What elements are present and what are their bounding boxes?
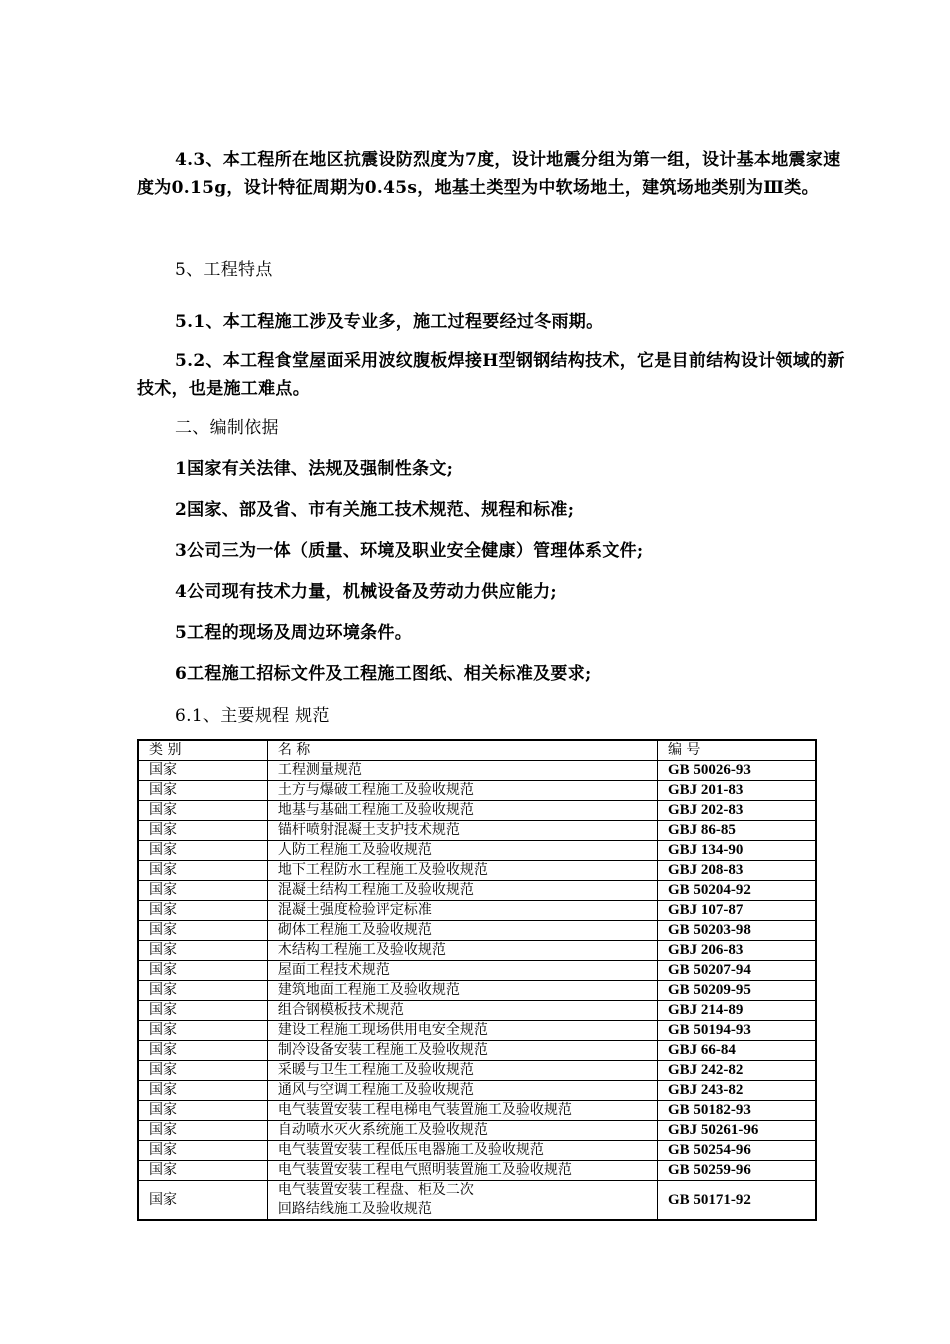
- row-name: 混凝土强度检验评定标准: [267, 901, 657, 921]
- row-name: 通风与空调工程施工及验收规范: [267, 1081, 657, 1101]
- table-row: [138, 881, 816, 901]
- paragraph-4-3: 4.3、本工程所在地区抗震设防烈度为7度，设计地震分组为第一组，设计基本地震家速度为0.15g，设计特征周期为0.45s，地基土类型为中软场地土，建筑场地类别为Ⅲ类。: [137, 150, 841, 198]
- table-row: [138, 801, 816, 821]
- header-category: 类 别: [138, 740, 267, 761]
- table-row: [138, 821, 816, 841]
- row-code: GBJ 214-89: [657, 1001, 816, 1021]
- row-name: 人防工程施工及验收规范: [267, 841, 657, 861]
- table-row: [138, 861, 816, 881]
- table-row: [138, 1021, 816, 1041]
- table-row: [138, 1061, 816, 1081]
- table-row: [138, 1161, 816, 1181]
- row-category: 国家: [138, 941, 267, 961]
- basis-item-5: 5工程的现场及周边环境条件。: [175, 623, 413, 643]
- table-row: [138, 1081, 816, 1101]
- table-row: [138, 761, 816, 781]
- row-category: 国家: [138, 921, 267, 941]
- table-header-row: [138, 740, 816, 761]
- basis-item-1: 1国家有关法律、法规及强制性条文;: [175, 459, 454, 479]
- row-category: 国家: [138, 961, 267, 981]
- row-name: 电气装置安装工程电气照明装置施工及验收规范: [267, 1161, 657, 1181]
- row-code: GB 50209-95: [657, 981, 816, 1001]
- row-name: 木结构工程施工及验收规范: [267, 941, 657, 961]
- row-code: GBJ 206-83: [657, 941, 816, 961]
- row-name-line-1: 电气装置安装工程盘、柜及二次: [277, 1182, 474, 1198]
- row-code: GB 50207-94: [657, 961, 816, 981]
- row-category: 国家: [138, 1121, 267, 1141]
- basis-item-4: 4公司现有技术力量，机械设备及劳动力供应能力;: [175, 582, 558, 602]
- row-code: GB 50026-93: [657, 761, 816, 781]
- row-name: 屋面工程技术规范: [267, 961, 657, 981]
- table-row: [138, 1101, 816, 1121]
- row-category: 国家: [138, 861, 267, 881]
- row-name: [267, 1181, 657, 1221]
- row-name: 地下工程防水工程施工及验收规范: [267, 861, 657, 881]
- row-code: GB 50194-93: [657, 1021, 816, 1041]
- row-category: 国家: [138, 1081, 267, 1101]
- row-name: 制冷设备安装工程施工及验收规范: [267, 1041, 657, 1061]
- header-name: 名 称: [267, 740, 657, 761]
- row-name: 地基与基础工程施工及验收规范: [267, 801, 657, 821]
- table-row: [138, 1181, 816, 1221]
- row-code: GBJ 107-87: [657, 901, 816, 921]
- row-code: GBJ 50261-96: [657, 1121, 816, 1141]
- row-category: 国家: [138, 761, 267, 781]
- row-category: 国家: [138, 881, 267, 901]
- row-category: 国家: [138, 801, 267, 821]
- table-body: [138, 761, 816, 1221]
- row-code: GBJ 201-83: [657, 781, 816, 801]
- row-category: 国家: [138, 1041, 267, 1061]
- row-category: 国家: [138, 1061, 267, 1081]
- table-row: [138, 841, 816, 861]
- row-name: 工程测量规范: [267, 761, 657, 781]
- row-code: GBJ 208-83: [657, 861, 816, 881]
- row-category: 国家: [138, 1141, 267, 1161]
- table-row: [138, 981, 816, 1001]
- row-code: GB 50254-96: [657, 1141, 816, 1161]
- table-row: [138, 1141, 816, 1161]
- row-code: GBJ 202-83: [657, 801, 816, 821]
- basis-item-2: 2国家、部及省、市有关施工技术规范、规程和标准;: [175, 500, 575, 520]
- row-code: GB 50259-96: [657, 1161, 816, 1181]
- row-name: 电气装置安装工程电梯电气装置施工及验收规范: [267, 1101, 657, 1121]
- row-name-line-2: 回路结线施工及验收规范: [277, 1201, 432, 1217]
- table-row: [138, 1121, 816, 1141]
- row-category: 国家: [138, 841, 267, 861]
- row-name: 组合钢模板技术规范: [267, 1001, 657, 1021]
- row-category: 国家: [138, 1101, 267, 1121]
- row-category: 国家: [138, 1181, 267, 1221]
- row-category: 国家: [138, 901, 267, 921]
- row-name: 砌体工程施工及验收规范: [267, 921, 657, 941]
- table-row: [138, 921, 816, 941]
- row-name: 建筑地面工程施工及验收规范: [267, 981, 657, 1001]
- row-name: 锚杆喷射混凝土支护技术规范: [267, 821, 657, 841]
- specifications-table: [137, 739, 817, 1221]
- row-name: 建设工程施工现场供用电安全规范: [267, 1021, 657, 1041]
- row-code: GBJ 242-82: [657, 1061, 816, 1081]
- row-code: GB 50182-93: [657, 1101, 816, 1121]
- row-code: GB 50171-92: [657, 1181, 816, 1221]
- table-row: [138, 901, 816, 921]
- heading-project-features: 5、工程特点: [175, 260, 273, 280]
- row-code: GBJ 134-90: [657, 841, 816, 861]
- table-row: [138, 781, 816, 801]
- row-code: GBJ 66-84: [657, 1041, 816, 1061]
- row-category: 国家: [138, 1021, 267, 1041]
- header-code: 编 号: [657, 740, 816, 761]
- row-category: 国家: [138, 981, 267, 1001]
- row-category: 国家: [138, 1001, 267, 1021]
- row-name: 电气装置安装工程低压电器施工及验收规范: [267, 1141, 657, 1161]
- basis-item-3: 3公司三为一体（质量、环境及职业安全健康）管理体系文件;: [175, 541, 644, 561]
- paragraph-5-2: 5.2、本工程食堂屋面采用波纹腹板焊接H型钢钢结构技术，它是目前结构设计领域的新技术，也是施工难点。: [137, 351, 845, 399]
- row-name: 混凝土结构工程施工及验收规范: [267, 881, 657, 901]
- table-row: [138, 941, 816, 961]
- row-name: 自动喷水灭火系统施工及验收规范: [267, 1121, 657, 1141]
- paragraph-5-1: 5.1、本工程施工涉及专业多，施工过程要经过冬雨期。: [175, 312, 604, 332]
- row-code: GB 50203-98: [657, 921, 816, 941]
- row-code: GB 50204-92: [657, 881, 816, 901]
- row-code: GBJ 86-85: [657, 821, 816, 841]
- row-name: 采暖与卫生工程施工及验收规范: [267, 1061, 657, 1081]
- row-name: 土方与爆破工程施工及验收规范: [267, 781, 657, 801]
- heading-compilation-basis: 二、编制依据: [175, 418, 279, 438]
- row-category: 国家: [138, 1161, 267, 1181]
- heading-main-specs: 6.1、主要规程 规范: [175, 706, 330, 726]
- table-row: [138, 1041, 816, 1061]
- row-category: 国家: [138, 821, 267, 841]
- row-category: 国家: [138, 781, 267, 801]
- table-row: [138, 1001, 816, 1021]
- table-row: [138, 961, 816, 981]
- row-code: GBJ 243-82: [657, 1081, 816, 1101]
- basis-item-6: 6工程施工招标文件及工程施工图纸、相关标准及要求;: [175, 664, 592, 684]
